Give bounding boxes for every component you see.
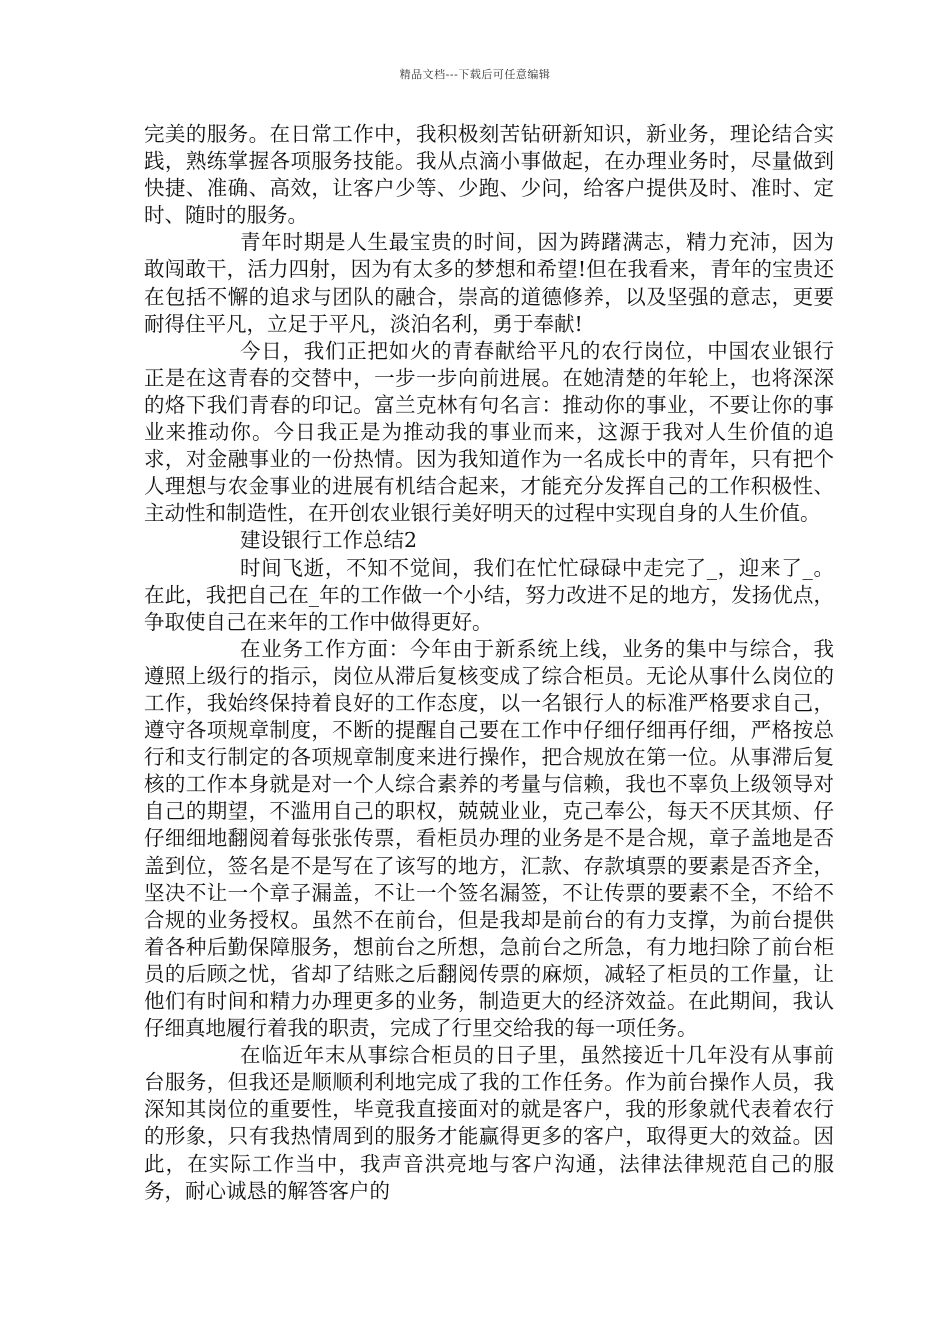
paragraph-6: 在临近年末从事综合柜员的日子里，虽然接近十几年没有从事前台服务，但我还是顺顺利利地完成了我的工作任务。作为前台操作人员，我深知其岗位的重要性，毕竟我直接面对的就是客户，我的形象就代表着农行的形象，只有我热情周到的服务才能赢得更多的客户，取得更大的效益。因此，在实际工作当中，我声音洪亮地与客户沟通，法律法律规范自己的服务，耐心诚恳的解答客户的 [144,1043,834,1203]
paragraph-1: 完美的服务。在日常工作中，我积极刻苦钻研新知识，新业务，理论结合实践，熟练掌握各项服务技能。我从点滴小事做起，在办理业务时，尽量做到快捷、准确、高效，让客户少等、少跑、少问，给客户提供及时、准时、定时、随时的服务。 [144,122,834,228]
section-title: 建设银行工作总结2 [240,528,418,553]
paragraph-5: 在业务工作方面：今年由于新系统上线，业务的集中与综合，我遵照上级行的指示，岗位从滞后复核变成了综合柜员。无论从事什么岗位的工作，我始终保持着良好的工作态度，以一名银行人的标准严格要求自己，遵守各项规章制度，不断的提醒自己要在工作中仔细仔细再仔细，严格按总行和支行制定的各项规章制度来进行操作，把合规放在第一位。从事滞后复核的工作本身就是对一个人综合素养的考量与信赖，我也不辜负上级领导对自己的期望，不滥用自己的职权，兢兢业业，克己奉公，每天不厌其烦、仔仔细细地翻阅着每张张传票，看柜员办理的业务是不是合规，章子盖地是否盖到位，签名是不是写在了该写的地方，汇款、存款填票的要素是否齐全，坚决不让一个章子漏盖，不让一个签名漏签，不让传票的要素不全，不给不合规的业务授权。虽然不在前台，但是我却是前台的有力支撑，为前台提供着各种后勤保障服务，想前台之所想，急前台之所急，有力地扫除了前台柜员的后顾之忧，省却了结账之后翻阅传票的麻烦，减轻了柜员的工作量，让他们有时间和精力办理更多的业务，制造更大的经济效益。在此期间，我认仔细真地履行着我的职责，完成了行里交给我的每一项任务。 [144,636,834,1041]
paragraph-4: 时间飞逝，不知不觉间，我们在忙忙碌碌中走完了_，迎来了_。在此，我把自己在_年的工作做一个小结，努力改进不足的地方，发扬优点，争取使自己在来年的工作中做得更好。 [144,555,834,634]
paragraph-3: 今日，我们正把如火的青春献给平凡的农行岗位，中国农业银行正是在这青春的交替中，一步一步向前进展。在她清楚的年轮上，也将深深的烙下我们青春的印记。富兰克林有句名言：推动你的事业，不要让你的事业来推动你。今日我正是为推动我的事业而来，这源于我对人生价值的追求，对金融事业的一份热情。因为我知道作为一名成长中的青年，只有把个人理想与农金事业的进展有机结合起来，才能充分发挥自己的工作积极性、主动性和制造性，在开创农业银行美好明天的过程中实现自身的人生价值。 [144,338,834,526]
paragraph-2: 青年时期是人生最宝贵的时间，因为踌躇满志，精力充沛，因为敢闯敢干，活力四射，因为有太多的梦想和希望!但在我看来，青年的宝贵还在包括不懈的追求与团队的融合，崇高的道德修养，以及坚强的意志，更要耐得住平凡，立足于平凡，淡泊名利，勇于奉献! [144,230,834,336]
document-body [144,121,834,1205]
page-header: 精品文档---下载后可任意编辑 [399,68,551,81]
